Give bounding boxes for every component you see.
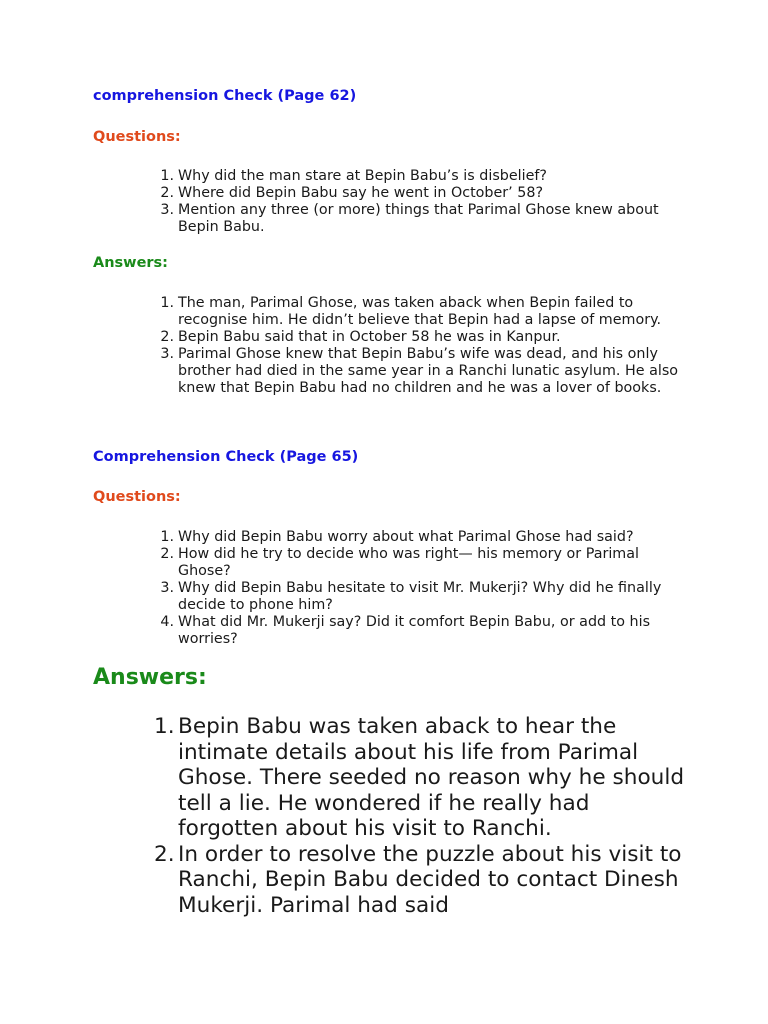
list-item: [150, 842, 690, 919]
list-item-text: Where did Bepin Babu say he went in October’ 58?: [178, 185, 544, 201]
list-item-number: 1.: [160, 529, 174, 545]
section1-title: comprehension Check (Page 62): [93, 88, 357, 104]
list-item-number: 1.: [160, 168, 174, 184]
list-item-number: 2.: [154, 841, 175, 867]
section1-answers-label: Answers:: [93, 255, 168, 271]
list-item-number: 3.: [160, 202, 174, 218]
list-item-text: Bepin Babu said that in October 58 he was in Kanpur.: [178, 329, 561, 345]
list-item-text: What did Mr. Mukerji say? Did it comfort Bepin Babu, or add to his worries?: [178, 614, 651, 647]
list-item-text: The man, Parimal Ghose, was taken aback when Bepin failed to recognise him. He didn’t believe that Bepin had a lapse of memory.: [178, 295, 662, 328]
section1-questions-label: Questions:: [93, 129, 181, 145]
list-item: [150, 580, 680, 614]
list-item: [150, 295, 680, 329]
list-item-text: Why did the man stare at Bepin Babu’s is disbelief?: [178, 168, 547, 184]
list-item-number: 4.: [160, 614, 174, 630]
list-item: [150, 185, 680, 202]
list-item-text: Mention any three (or more) things that Parimal Ghose knew about Bepin Babu.: [178, 202, 659, 235]
list-item-number: 3.: [160, 580, 174, 596]
list-item: [150, 714, 690, 842]
section1-answers-list: [150, 295, 680, 397]
list-item: [150, 346, 680, 397]
list-item: [150, 202, 680, 236]
list-item-number: 2.: [160, 185, 174, 201]
section2-title: Comprehension Check (Page 65): [93, 449, 359, 465]
list-item-number: 3.: [160, 346, 174, 362]
list-item-text: Bepin Babu was taken aback to hear the intimate details about his life from Parimal Ghose. There seeded no reason why he should tell a lie. He wondered if he really had forgotten about his visit to Ranchi.: [178, 714, 685, 841]
list-item: [150, 529, 680, 546]
list-item: [150, 614, 680, 648]
list-item: [150, 329, 680, 346]
section2-questions-label: Questions:: [93, 489, 181, 505]
list-item: [150, 546, 680, 580]
list-item-text: In order to resolve the puzzle about his visit to Ranchi, Bepin Babu decided to contact Dinesh Mukerji. Parimal had said: [178, 841, 682, 918]
list-item-text: Parimal Ghose knew that Bepin Babu’s wife was dead, and his only brother had died in the same year in a Ranchi lunatic asylum. He also knew that Bepin Babu had no children and he was a lover of books.: [178, 346, 679, 396]
section2-questions-list: [150, 529, 680, 648]
list-item-number: 1.: [160, 295, 174, 311]
list-item: [150, 168, 680, 185]
list-item-number: 1.: [154, 714, 175, 739]
section1-questions-list: [150, 168, 680, 236]
list-item-text: How did he try to decide who was right— his memory or Parimal Ghose?: [178, 546, 639, 579]
section2-answers-label: Answers:: [93, 665, 207, 690]
list-item-text: Why did Bepin Babu worry about what Parimal Ghose had said?: [178, 529, 634, 545]
list-item-text: Why did Bepin Babu hesitate to visit Mr. Mukerji? Why did he finally decide to phone him?: [178, 580, 662, 613]
list-item-number: 2.: [160, 546, 174, 562]
list-item-number: 2.: [160, 329, 174, 345]
section2-answers-list: [150, 714, 690, 918]
